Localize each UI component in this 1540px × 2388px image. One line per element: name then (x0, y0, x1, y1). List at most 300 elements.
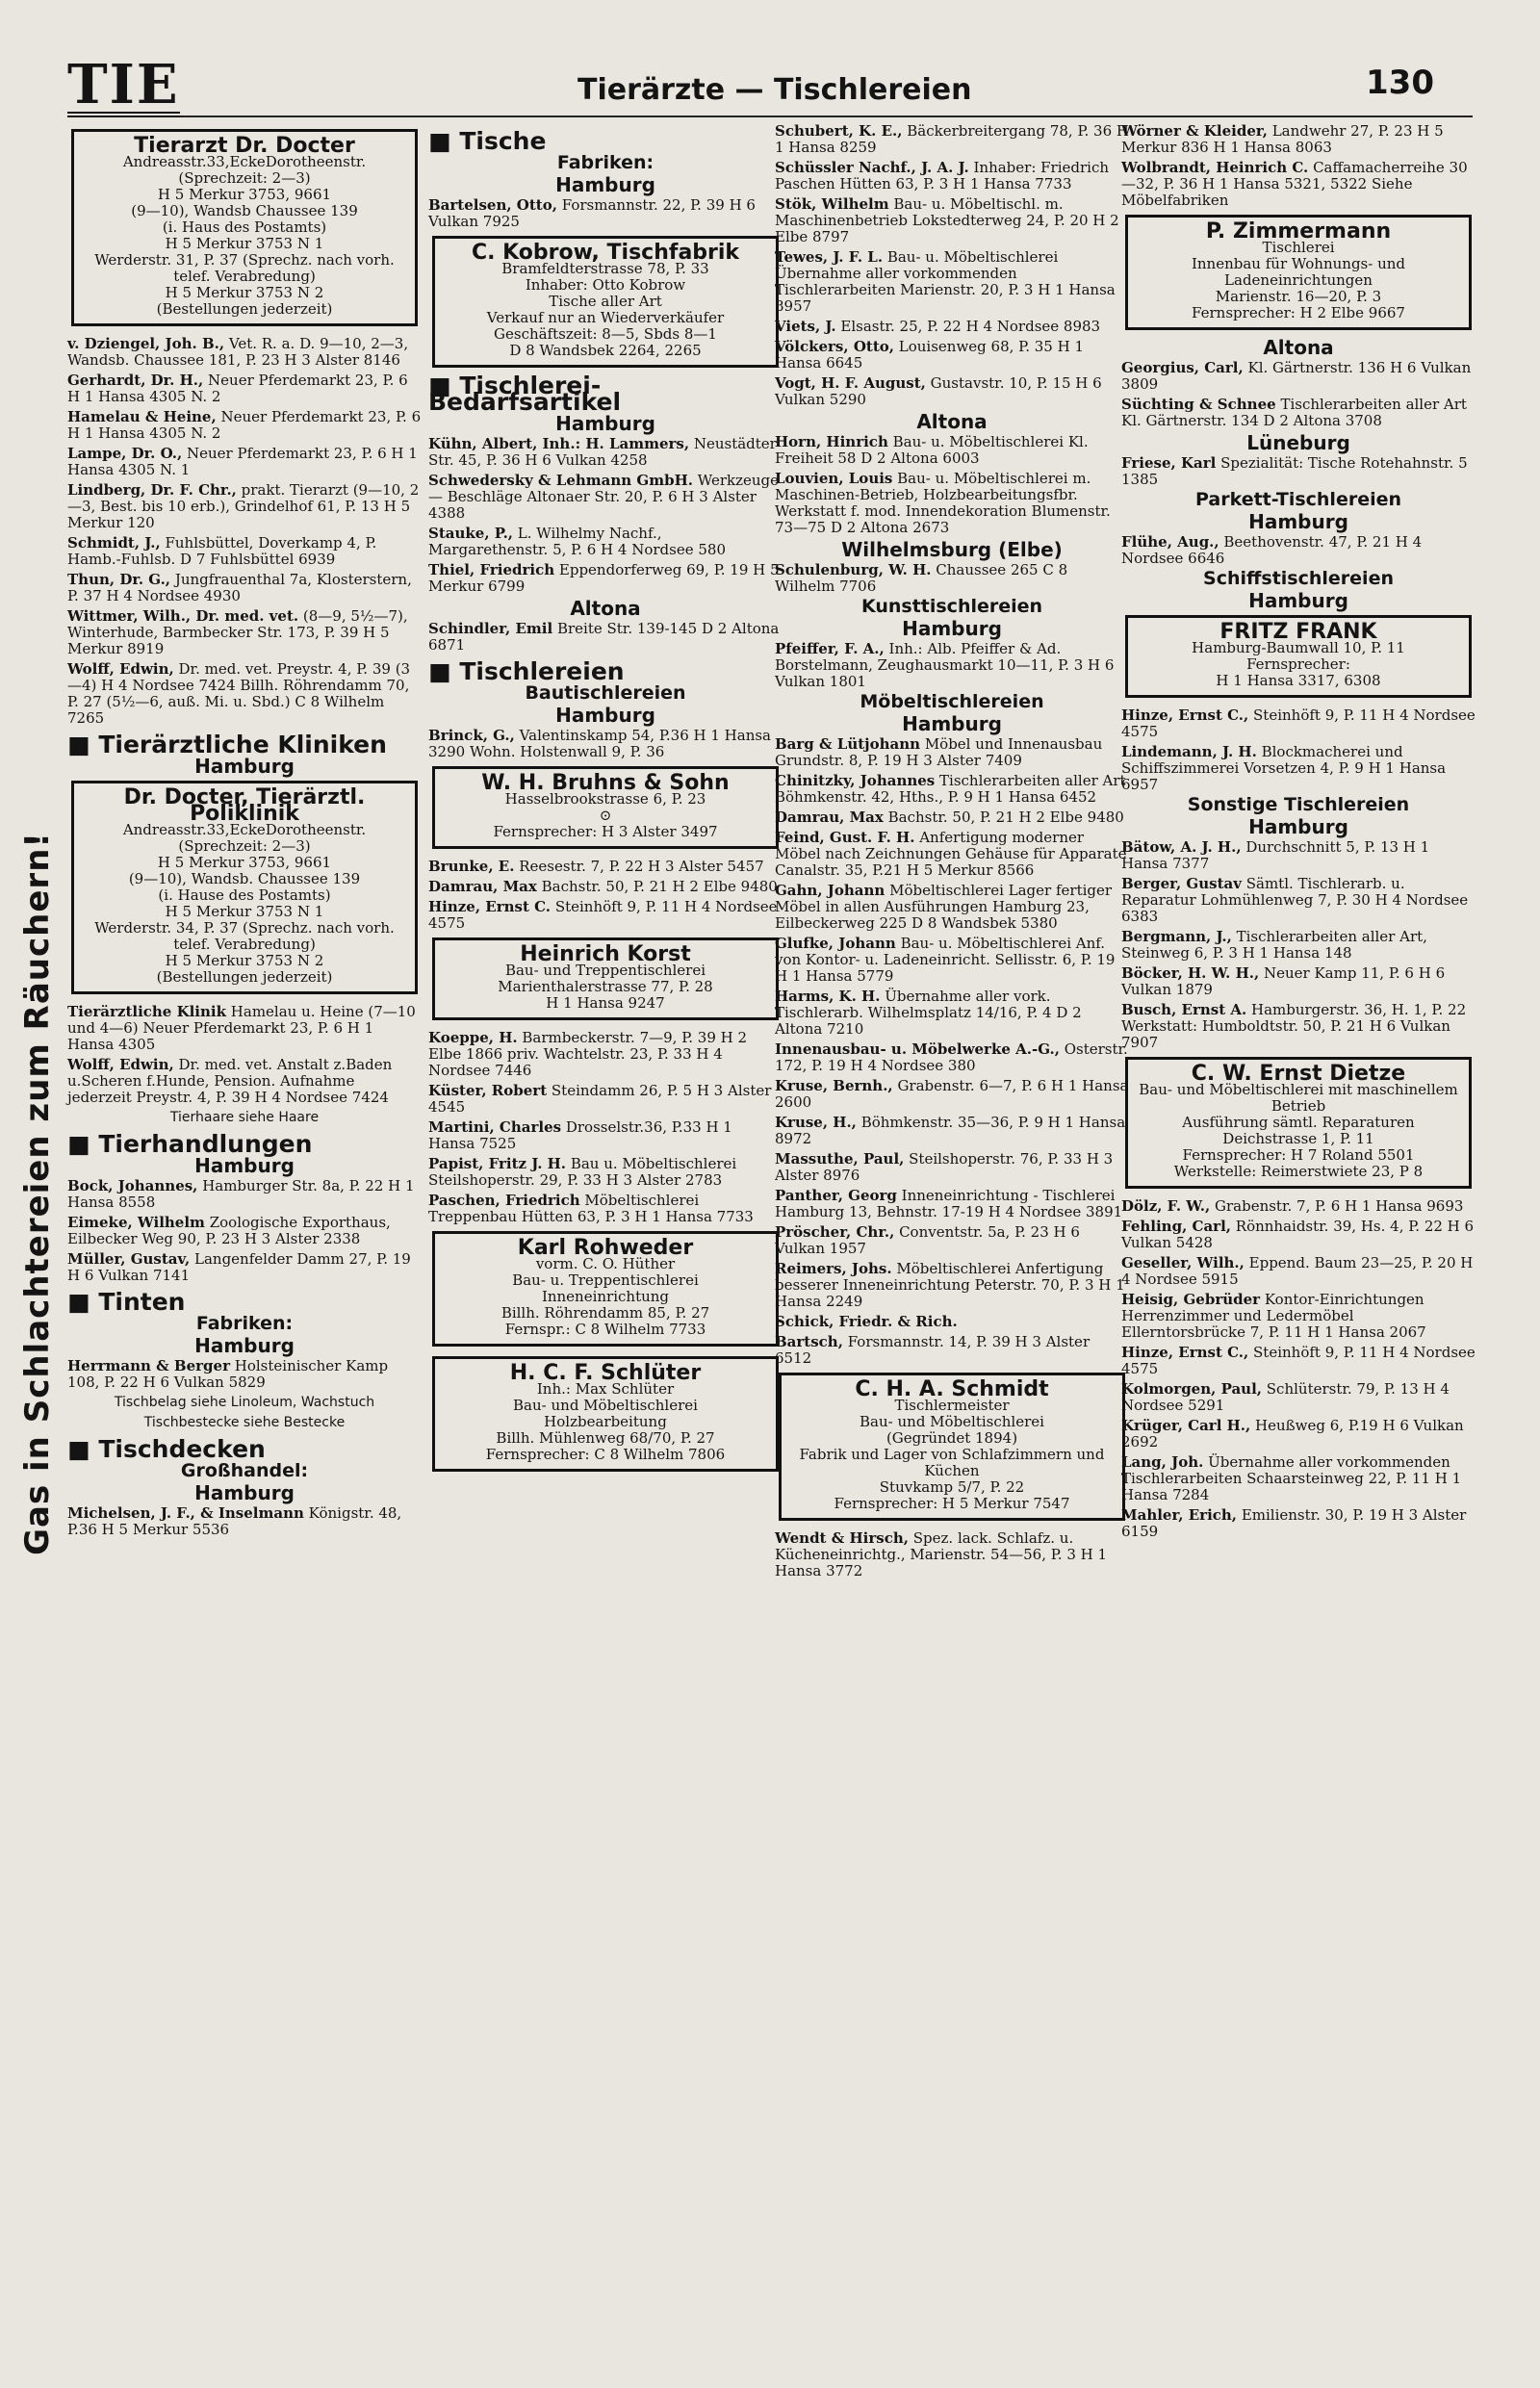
entry-name: Küster, Robert (428, 1082, 548, 1099)
ad-line: Bau- und Möbeltischlerei mit maschinellem Betrieb (1139, 1081, 1458, 1115)
listing-entry (428, 1030, 783, 1079)
entry-details: Beethovenstr. 47, P. 21 H 4 Nordsee 6646 (1121, 533, 1423, 567)
listing-entry (775, 1115, 1129, 1147)
entry-name: Harms, K. H. (775, 988, 881, 1005)
city-heading: Hamburg (1248, 815, 1348, 838)
listing-entry (67, 1178, 422, 1211)
ad-line: Stuvkamp 5/7, P. 22 (879, 1478, 1025, 1496)
entry-name: Fehling, Carl, (1121, 1218, 1231, 1235)
entry-details: Neuer Pferdemarkt 23, P. 6 H 1 Hansa 4305 N. 2 (67, 372, 408, 405)
listing-entry (1121, 707, 1476, 740)
listing-entry (67, 482, 422, 531)
listing-entry (775, 1530, 1129, 1579)
ad-line: Fernsprecher: C 8 Wilhelm 7806 (485, 1446, 726, 1463)
side-advertisement (10, 780, 65, 1607)
listing-entry (67, 1215, 422, 1247)
ad-line: H 5 Merkur 3753, 9661 (157, 186, 332, 203)
entry-details: Bau- u. Möbeltischl. m. Maschinenbetrieb Lokstedterweg 24, P. 20 H 2 Elbe 8797 (775, 195, 1119, 245)
ad-title: Dr. Docter, Tierärztl. Poliklinik (123, 785, 366, 826)
ad-title: W. H. Bruhns & Sohn (481, 771, 730, 795)
entry-name: Hinze, Ernst C. (428, 898, 552, 915)
listing-entry (775, 375, 1129, 408)
entry-details: Bachstr. 50, P. 21 H 2 Elbe 9480 (887, 809, 1124, 826)
listing-entry (775, 809, 1129, 826)
entry-name: Wolff, Edwin, (67, 1056, 174, 1073)
page-header (67, 53, 1473, 117)
listing-entry (775, 1078, 1129, 1111)
listing-entry (1121, 397, 1476, 429)
entry-name: Bock, Johannes, (67, 1177, 198, 1194)
listing-entry (1121, 744, 1476, 793)
ad-line: Fernspr.: C 8 Wilhelm 7733 (504, 1321, 706, 1338)
side-advertisement-text: Gas in Schlachtereien zum Räuchern! (18, 832, 57, 1555)
city-heading: Wilhelmsburg (Elbe) (841, 538, 1063, 561)
entry-name: Bartsch, (775, 1333, 843, 1350)
listing-entry (67, 409, 422, 442)
listing-entry (1121, 1198, 1476, 1215)
entry-details: Osterstr. 172, P. 19 H 4 Nordsee 380 (775, 1040, 1128, 1074)
entry-details: Dr. med. vet. Preystr. 4, P. 39 (3—4) H 4 Nordsee 7424 Billh. Röhrendamm 70, P. 27 (5½—6, auß. Mi. u. Sbd.) C 8 Wilhelm 7265 (67, 660, 411, 727)
entry-name: v. Dziengel, Joh. B., (67, 335, 225, 352)
entry-details: Bau- u. Möbeltischlerei m. Maschinen-Betrieb, Holzbearbeitungsfbr. Werkstatt f. mod. Innendekoration Blumenstr. 73—75 D 2 Altona 2673 (775, 470, 1111, 536)
entry-name: Barg & Lütjohann (775, 735, 921, 753)
entry-details: Übernahme aller vorkommenden Tischlerarbeiten Schaarsteinweg 22, P. 11 H 1 Hansa 7284 (1121, 1453, 1462, 1503)
column-1 (67, 123, 422, 1542)
entry-name: Pfeiffer, F. A., (775, 640, 885, 657)
entry-details: Rönnhaidstr. 39, Hs. 4, P. 22 H 6 Vulkan 5428 (1121, 1218, 1475, 1251)
entry-name: Schubert, K. E., (775, 122, 903, 140)
listing-entry (428, 436, 783, 469)
entry-name: Wolbrandt, Heinrich C. (1121, 159, 1309, 176)
listing-entry (1121, 929, 1476, 962)
advertisement-box (1125, 1057, 1472, 1189)
entry-details: Chaussee 265 C 8 Wilhelm 7706 (775, 561, 1068, 595)
ad-line: Bramfeldterstrasse 78, P. 33 (501, 260, 709, 277)
listing-entry (775, 471, 1129, 536)
section-tag: TIE (67, 53, 180, 116)
entry-details: Schlüterstr. 79, P. 13 H 4 Nordsee 5291 (1121, 1380, 1450, 1414)
listing-entry (775, 562, 1129, 595)
ad-title: C. H. A. Schmidt (855, 1377, 1049, 1401)
entry-name: Eimeke, Wilhelm (67, 1214, 205, 1231)
advertisement-box (1125, 615, 1472, 698)
listing-entry (67, 1251, 422, 1284)
section-heading: ■ Tierärztliche Kliniken (67, 736, 422, 753)
ad-line: Andreasstr.33,EckeDorotheenstr. (122, 821, 367, 838)
ad-line: Tischlerei (1262, 239, 1335, 256)
listing-entry (1121, 1345, 1476, 1377)
entry-details: Sämtl. Tischlerarb. u. Reparatur Lohmühlenweg 7, P. 30 H 4 Nordsee 6383 (1121, 875, 1469, 925)
ad-title: Tierarzt Dr. Docter (134, 134, 355, 158)
entry-name: Michelsen, J. F., & Inselmann (67, 1504, 304, 1522)
listing-entry (67, 1505, 422, 1538)
entry-name: Koeppe, H. (428, 1029, 518, 1046)
entry-name: Kruse, Bernh., (775, 1077, 893, 1094)
listing-entry (428, 1156, 783, 1189)
listing-entry (775, 434, 1129, 467)
entry-name: Martini, Charles (428, 1118, 562, 1136)
listing-entry (1121, 455, 1476, 488)
entry-details: Vet. R. a. D. 9—10, 2—3, Wandsb. Chaussee 181, P. 23 H 3 Alster 8146 (67, 335, 409, 369)
city-heading: Hamburg (902, 617, 1002, 640)
entry-details: Barmbeckerstr. 7—9, P. 39 H 2 Elbe 1866 priv. Wachtelstr. 23, P. 33 H 4 Nordsee 7446 (428, 1029, 748, 1079)
section-heading: ■ Tischlerei-Bedarfsartikel (428, 377, 783, 410)
entry-name: Viets, J. (775, 318, 836, 335)
listing-entry (775, 1041, 1129, 1074)
entry-details: Inhaber: Friedrich Paschen Hütten 63, P. 3 H 1 Hansa 7733 (775, 159, 1110, 193)
entry-name: Berger, Gustav (1121, 875, 1242, 892)
advertisement-box (432, 1356, 779, 1472)
entry-details: Emilienstr. 30, P. 19 H 3 Alster 6159 (1121, 1506, 1467, 1540)
ad-line: H 5 Merkur 3753 N 2 (165, 952, 324, 969)
entry-name: Friese, Karl (1121, 454, 1217, 472)
entry-name: Glufke, Johann (775, 935, 896, 952)
advertisement-box (432, 1231, 779, 1347)
entry-details: Gustavstr. 10, P. 15 H 6 Vulkan 5290 (775, 374, 1102, 408)
entry-name: Süchting & Schnee (1121, 396, 1276, 413)
subsection-heading: Möbeltischlereien (860, 691, 1044, 712)
entry-name: Damrau, Max (775, 809, 884, 826)
entry-name: Völckers, Otto, (775, 338, 894, 355)
entry-name: Thun, Dr. G., (67, 571, 171, 588)
entry-details: Bäckerbreitergang 78, P. 36 H 1 Hansa 8259 (775, 122, 1129, 156)
ad-line: Fernsprecher: H 7 Roland 5501 (1182, 1146, 1415, 1164)
listing-entry (1121, 160, 1476, 209)
city-heading: Altona (916, 410, 988, 433)
entry-details: Langenfelder Damm 27, P. 19 H 6 Vulkan 7141 (67, 1250, 411, 1284)
ad-line: H 1 Hansa 9247 (546, 994, 665, 1012)
entry-name: Böcker, H. W. H., (1121, 964, 1260, 982)
listing-entry (1121, 1292, 1476, 1341)
entry-name: Hinze, Ernst C., (1121, 1344, 1249, 1361)
entry-name: Lampe, Dr. O., (67, 445, 183, 462)
entry-name: Louvien, Louis (775, 470, 893, 487)
entry-details: Grabenstr. 7, P. 6 H 1 Hansa 9693 (1215, 1197, 1464, 1215)
ad-title: H. C. F. Schlüter (509, 1361, 702, 1385)
entry-name: Wolff, Edwin, (67, 660, 174, 678)
listing-entry (1121, 1219, 1476, 1251)
entry-details: Louisenweg 68, P. 35 H 1 Hansa 6645 (775, 338, 1084, 372)
ad-line: Fernsprecher: H 2 Elbe 9667 (1192, 304, 1405, 321)
ad-line: Tischlermeister (894, 1397, 1010, 1414)
entry-name: Stök, Wilhelm (775, 195, 889, 213)
listing-entry (1121, 1418, 1476, 1451)
entry-details: Grabenstr. 6—7, P. 6 H 1 Hansa 2600 (775, 1077, 1129, 1111)
entry-details: Steilshoperstr. 76, P. 33 H 3 Alster 8976 (775, 1150, 1114, 1184)
listing-entry (775, 1224, 1129, 1257)
section-heading: ■ Tische (428, 133, 783, 149)
entry-details: Bau- u. Möbeltischlerei Kl. Freiheit 58 D 2 Altona 6003 (775, 433, 1089, 467)
entry-details: Möbeltischlerei Treppenbau Hütten 63, P. 3 H 1 Hansa 7733 (428, 1192, 754, 1225)
listing-entry (67, 336, 422, 369)
ad-line: Tische aller Art (549, 293, 662, 310)
listing-entry (428, 526, 783, 558)
entry-name: Mahler, Erich, (1121, 1506, 1238, 1524)
ad-line: Hamburg-Baumwall 10, P. 11 (1192, 639, 1405, 656)
entry-details: prakt. Tierarzt (9—10, 2—3, Best. bis 10 erb.), Grindelhof 61, P. 13 H 5 Merkur 120 (67, 481, 420, 531)
entry-name: Flühe, Aug., (1121, 533, 1219, 551)
listing-entry (428, 1119, 783, 1152)
ad-title: P. Zimmermann (1205, 219, 1392, 244)
entry-details: Hamburger Str. 8a, P. 22 H 1 Hansa 8558 (67, 1177, 415, 1211)
listing-entry (1121, 123, 1476, 156)
section-heading: ■ Tischdecken (67, 1441, 422, 1457)
advertisement-box (432, 236, 779, 368)
listing-entry (775, 1261, 1129, 1310)
ad-line: Fernsprecher: H 5 Merkur 7547 (834, 1495, 1070, 1512)
listing-entry (775, 830, 1129, 879)
ad-line: H 1 Hansa 3317, 6308 (1216, 672, 1381, 689)
ad-line: Inneneinrichtung (541, 1288, 670, 1305)
entry-name: Damrau, Max (428, 878, 537, 895)
entry-details: Hamelau u. Heine (7—10 und 4—6) Neuer Pferdemarkt 23, P. 6 H 1 Hansa 4305 (67, 1003, 416, 1053)
listing-entry (67, 1004, 422, 1053)
ad-line: Bau- und Möbeltischlerei (860, 1413, 1044, 1430)
entry-details: Königstr. 48, P.36 H 5 Merkur 5536 (67, 1504, 402, 1538)
subsection-heading: Sonstige Tischlereien (1187, 794, 1410, 815)
entry-details: Landwehr 27, P. 23 H 5 Merkur 836 H 1 Hansa 8063 (1121, 122, 1444, 156)
entry-name: Wendt & Hirsch, (775, 1529, 909, 1547)
entry-name: Hamelau & Heine, (67, 408, 217, 425)
entry-details: Werkzeuge — Beschläge Altonaer Str. 20, P. 6 H 3 Alster 4388 (428, 472, 780, 522)
listing-entry (67, 446, 422, 478)
entry-name: Hinze, Ernst C., (1121, 706, 1249, 724)
entry-name: Horn, Hinrich (775, 433, 888, 450)
city-heading: Hamburg (1248, 589, 1348, 612)
ad-line: H 5 Merkur 3753 N 1 (165, 903, 324, 920)
subsection-heading: Fabriken: (556, 152, 654, 173)
entry-name: Dölz, F. W., (1121, 1197, 1211, 1215)
entry-name: Gahn, Johann (775, 882, 886, 899)
listing-entry (428, 1083, 783, 1116)
listing-entry (67, 608, 422, 657)
entry-details: Elsastr. 25, P. 22 H 4 Nordsee 8983 (840, 318, 1101, 335)
city-heading: Hamburg (194, 1334, 295, 1357)
listing-entry (67, 572, 422, 604)
entry-name: Wittmer, Wilh., Dr. med. vet. (67, 607, 299, 625)
entry-details: Kontor-Einrichtungen Herrenzimmer und Ledermöbel Ellerntorsbrücke 7, P. 11 H 1 Hansa 2067 (1121, 1291, 1426, 1341)
entry-details: Böhmkenstr. 35—36, P. 9 H 1 Hansa 8972 (775, 1114, 1126, 1147)
cross-reference: Tierhaare siehe Haare (169, 1110, 320, 1125)
listing-entry (775, 1188, 1129, 1220)
city-heading: Hamburg (194, 755, 295, 778)
entry-details: Jungfrauenthal 7a, Klosterstern, P. 37 H 4 Nordsee 4930 (67, 571, 412, 604)
entry-details: Drosselstr.36, P.33 H 1 Hansa 7525 (428, 1118, 732, 1152)
section-heading: ■ Tinten (67, 1294, 422, 1310)
cross-reference: Tischbelag siehe Linoleum, Wachstuch (114, 1395, 375, 1410)
entry-name: Papist, Fritz J. H. (428, 1155, 567, 1172)
entry-details: Blockmacherei und Schiffszimmerei Vorsetzen 4, P. 9 H 1 Hansa 6957 (1121, 743, 1447, 793)
entry-name: Feind, Gust. F. H. (775, 829, 915, 846)
ad-line: Billh. Mühlenweg 68/70, P. 27 (496, 1429, 715, 1447)
entry-details: (8—9, 5½—7), Winterhude, Barmbecker Str. 173, P. 39 H 5 Merkur 8919 (67, 607, 408, 657)
listing-entry (428, 728, 783, 760)
entry-name: Kolmorgen, Paul, (1121, 1380, 1262, 1398)
city-heading: Hamburg (902, 712, 1002, 735)
entry-name: Tierärztliche Klinik (67, 1003, 227, 1020)
listing-entry (775, 1151, 1129, 1184)
listing-entry (775, 936, 1129, 985)
ad-line: ⊙ (599, 807, 612, 824)
ad-line: H 5 Merkur 3753 N 2 (165, 284, 324, 301)
entry-details: Forsmannstr. 14, P. 39 H 3 Alster 6512 (775, 1333, 1091, 1367)
entry-details: Breite Str. 139-145 D 2 Altona 6871 (428, 620, 780, 654)
entry-details: Bachstr. 50, P. 21 H 2 Elbe 9480 (541, 878, 778, 895)
city-heading: Altona (1263, 336, 1334, 359)
entry-name: Busch, Ernst A. (1121, 1001, 1247, 1018)
listing-entry (67, 1057, 422, 1106)
listing-entry (67, 535, 422, 568)
listing-entry (428, 621, 783, 654)
listing-entry (775, 339, 1129, 372)
ad-title: Karl Rohweder (517, 1236, 694, 1260)
advertisement-box (71, 781, 418, 994)
entry-name: Innenausbau- u. Möbelwerke A.-G., (775, 1040, 1060, 1058)
subsection-heading: Parkett-Tischlereien (1194, 489, 1402, 510)
entry-name: Schmidt, J., (67, 534, 161, 552)
listing-entry (1121, 360, 1476, 393)
entry-name: Bartelsen, Otto, (428, 196, 557, 214)
ad-line: Ausführung sämtl. Reparaturen (1182, 1114, 1415, 1131)
listing-entry (775, 249, 1129, 315)
ad-line: (Bestellungen jederzeit) (156, 968, 333, 986)
entry-details: Neuer Kamp 11, P. 6 H 6 Vulkan 1879 (1121, 964, 1446, 998)
ad-line: (Gegründet 1894) (886, 1429, 1018, 1447)
listing-entry (775, 989, 1129, 1038)
entry-name: Brinck, G., (428, 727, 515, 744)
ad-line: (9—10), Wandsb. Chaussee 139 (128, 870, 361, 887)
listing-entry (428, 859, 783, 875)
entry-name: Herrmann & Berger (67, 1357, 230, 1374)
listing-entry (1121, 1255, 1476, 1288)
ad-line: (i. Haus des Postamts) (162, 218, 327, 236)
entry-details: Durchschnitt 5, P. 13 H 1 Hansa 7377 (1121, 838, 1430, 872)
listing-entry (775, 196, 1129, 245)
entry-details: Forsmannstr. 22, P. 39 H 6 Vulkan 7925 (428, 196, 756, 230)
entry-details: Steinhöft 9, P. 11 H 4 Nordsee 4575 (428, 898, 778, 932)
listing-entry (775, 319, 1129, 335)
subsection-heading: Fabriken: (195, 1313, 294, 1334)
entry-name: Bätow, A. J. H., (1121, 838, 1242, 856)
listing-entry (67, 661, 422, 727)
ad-line: (Sprechzeit: 2—3) (178, 169, 311, 187)
city-heading: Hamburg (555, 412, 655, 435)
listing-entry (428, 899, 783, 932)
ad-line: (9—10), Wandsb Chaussee 139 (131, 202, 358, 219)
page-title: Tierärzte — Tischlereien (578, 73, 972, 107)
ad-line: Fabrik und Lager von Schlafzimmern und Küchen (799, 1446, 1105, 1479)
entry-details: Bau- u. Möbeltischlerei Anf. von Kontor- u. Ladeneinricht. Sellisstr. 6, P. 19 H 1 Hansa 5779 (775, 935, 1116, 985)
entry-details: Bau u. Möbeltischlerei Steilshoperstr. 29, P. 33 H 3 Alster 2783 (428, 1155, 737, 1189)
advertisement-box (779, 1373, 1125, 1521)
ad-line: (Bestellungen jederzeit) (156, 300, 333, 318)
entry-name: Bergmann, J., (1121, 928, 1232, 945)
ad-line: H 5 Merkur 3753 N 1 (165, 235, 324, 252)
entry-name: Schindler, Emil (428, 620, 553, 637)
entry-details: Tischlerarbeiten aller Art Kl. Gärtnerstr. 134 D 2 Altona 3708 (1121, 396, 1467, 429)
section-heading: ■ Tischlereien (428, 663, 783, 680)
entry-name: Lang, Joh. (1121, 1453, 1204, 1471)
entry-name: Schick, Friedr. & Rich. (775, 1313, 958, 1330)
entry-name: Gerhardt, Dr. H., (67, 372, 204, 389)
city-heading: Hamburg (1248, 510, 1348, 533)
ad-title: FRITZ FRANK (1219, 620, 1377, 644)
listing-entry (775, 1314, 1129, 1330)
ad-line: (i. Hause des Postamts) (158, 886, 331, 904)
entry-details: Caffamacherreihe 30—32, P. 36 H 1 Hansa 5321, 5322 Siehe Möbelfabriken (1121, 159, 1468, 209)
ad-line: Bau- u. Treppentischlerei (512, 1271, 699, 1289)
city-heading: Lüneburg (1246, 431, 1350, 454)
subsection-heading: Schiffstischlereien (1203, 568, 1394, 589)
ad-line: Andreasstr.33,EckeDorotheenstr. (122, 153, 367, 170)
ad-line: Fernsprecher: (1246, 655, 1350, 673)
entry-details: Hamburgerstr. 36, H. 1, P. 22 Werkstatt: Humboldtstr. 50, P. 21 H 6 Vulkan 7907 (1121, 1001, 1467, 1051)
entry-details: Möbeltischlerei Anfertigung besserer Inneneinrichtung Peterstr. 70, P. 3 H 1 Hansa 2249 (775, 1260, 1125, 1310)
listing-entry (1121, 534, 1476, 567)
advertisement-box (1125, 215, 1472, 330)
ad-line: Innenbau für Wohnungs- und Ladeneinrichtungen (1191, 255, 1406, 289)
entry-name: Heisig, Gebrüder (1121, 1291, 1261, 1308)
entry-name: Brunke, E. (428, 858, 515, 875)
ad-line: Werderstr. 34, P. 37 (Sprechz. nach vorh. telef. Verabredung) (94, 919, 395, 953)
entry-name: Schulenburg, W. H. (775, 561, 932, 578)
entry-details: Möbel und Innenausbau Grundstr. 8, P. 19 H 3 Alster 7409 (775, 735, 1103, 769)
entry-details: Tischlerarbeiten aller Art Böhmkenstr. 42, Hths., P. 9 H 1 Hansa 6452 (775, 772, 1126, 806)
ad-title: C. Kobrow, Tischfabrik (471, 241, 740, 265)
ad-line: Marienstr. 16—20, P. 3 (1215, 288, 1382, 305)
entry-details: Eppend. Baum 23—25, P. 20 H 4 Nordsee 5915 (1121, 1254, 1474, 1288)
entry-name: Krüger, Carl H., (1121, 1417, 1251, 1434)
listing-entry (1121, 1507, 1476, 1540)
ad-line: (Sprechzeit: 2—3) (178, 837, 311, 855)
listing-entry (1121, 1002, 1476, 1051)
entry-name: Kühn, Albert, Inh.: H. Lammers, (428, 435, 690, 452)
entry-name: Lindemann, J. H. (1121, 743, 1257, 760)
listing-entry (775, 123, 1129, 156)
ad-line: Hasselbrookstrasse 6, P. 23 (504, 790, 706, 808)
entry-details: Anfertigung moderner Möbel nach Zeichnungen Gehäuse für Apparate Canalstr. 35, P.21 H 5 Merkur 8566 (775, 829, 1127, 879)
ad-line: Deichstrasse 1, P. 11 (1222, 1130, 1374, 1147)
entry-details: Conventstr. 5a, P. 23 H 6 Vulkan 1957 (775, 1223, 1080, 1257)
entry-name: Wörner & Kleider, (1121, 122, 1268, 140)
entry-details: Neuer Pferdemarkt 23, P. 6 H 1 Hansa 4305 N. 2 (67, 408, 422, 442)
ad-title: Heinrich Korst (520, 942, 691, 966)
ad-line: Inhaber: Otto Kobrow (525, 276, 686, 294)
ad-line: Geschäftszeit: 8—5, Sbds 8—1 (494, 325, 717, 343)
ad-line: vorm. C. O. Hüther (535, 1255, 676, 1272)
ad-line: Inh.: Max Schlüter (536, 1380, 675, 1398)
entry-details: Übernahme aller vork. Tischlerarb. Wilhelmsplatz 14/16, P. 4 D 2 Altona 7210 (775, 988, 1082, 1038)
entry-name: Thiel, Friedrich (428, 561, 555, 578)
entry-name: Panther, Georg (775, 1187, 897, 1204)
entry-name: Tewes, J. F. L. (775, 248, 884, 266)
ad-line: Billh. Röhrendamm 85, P. 27 (500, 1304, 710, 1322)
entry-name: Georgius, Carl, (1121, 359, 1244, 376)
listing-entry (67, 1358, 422, 1391)
entry-name: Kruse, H., (775, 1114, 857, 1131)
listing-entry (775, 883, 1129, 932)
entry-name: Massuthe, Paul, (775, 1150, 905, 1168)
entry-name: Lindberg, Dr. F. Chr., (67, 481, 237, 499)
city-heading: Hamburg (555, 704, 655, 727)
entry-details: Zoologische Exporthaus, Eilbecker Weg 90, P. 23 H 3 Alster 2338 (67, 1214, 391, 1247)
listing-entry (428, 562, 783, 595)
city-heading: Altona (570, 597, 641, 620)
entry-name: Stauke, P., (428, 525, 514, 542)
entry-details: Eppendorferweg 69, P. 19 H 5 Merkur 6799 (428, 561, 780, 595)
entry-name: Pröscher, Chr., (775, 1223, 895, 1241)
column-4 (1121, 123, 1476, 1544)
